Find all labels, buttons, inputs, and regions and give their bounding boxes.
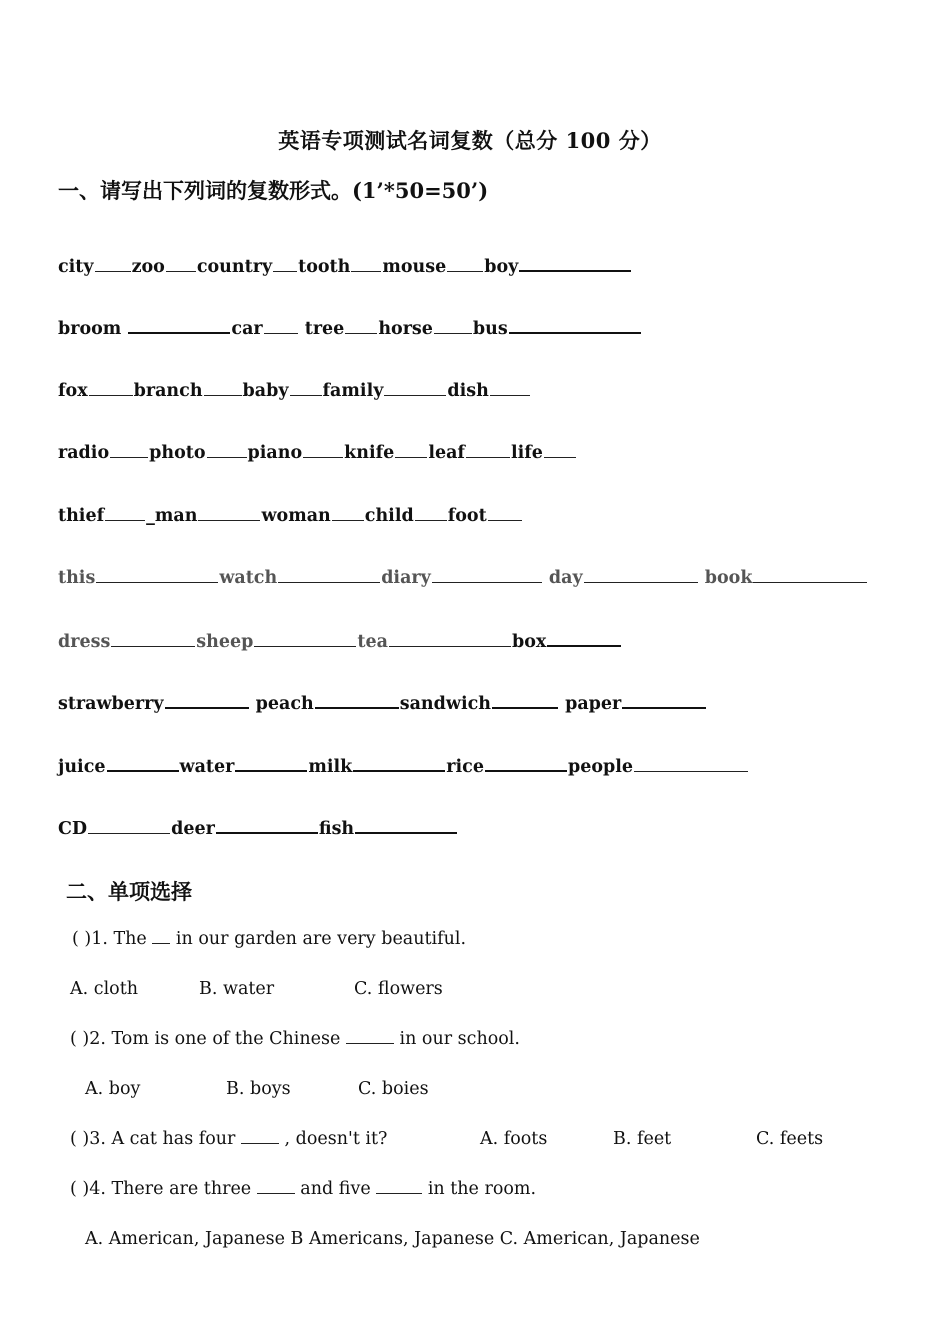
word-item: day <box>548 568 583 588</box>
answer-paren[interactable]: ( ) <box>70 1129 90 1149</box>
option-c[interactable]: C. flowers <box>354 979 443 999</box>
word-row-6 <box>58 565 868 589</box>
word-item: boy <box>484 257 519 277</box>
answer-paren[interactable]: ( ) <box>70 1029 90 1049</box>
word-row-10 <box>58 815 458 839</box>
word-item: fish <box>318 819 355 839</box>
word-item: paper <box>565 694 622 714</box>
answer-blank[interactable] <box>204 378 242 396</box>
question-blank <box>257 1177 295 1194</box>
word-item: piano <box>247 443 303 463</box>
answer-blank[interactable] <box>165 690 249 709</box>
word-row-1 <box>58 253 632 277</box>
word-item: child <box>364 506 414 526</box>
word-item: peach <box>255 694 314 714</box>
answer-blank[interactable] <box>273 254 297 272</box>
word-item: foot <box>447 506 487 526</box>
word-item: watch <box>219 568 278 588</box>
answer-blank[interactable] <box>395 440 427 458</box>
question-text: , doesn't it? <box>278 1129 388 1149</box>
question-text: 3. A cat has four <box>89 1129 241 1149</box>
word-row-5 <box>58 503 523 527</box>
option-a[interactable]: A. boy <box>85 1079 141 1099</box>
word-item: tooth <box>298 257 351 277</box>
question-text: in our garden are very beautiful. <box>170 929 467 949</box>
option-c[interactable]: C. feets <box>756 1129 824 1149</box>
answer-blank[interactable] <box>753 565 867 583</box>
question-blank <box>376 1177 422 1194</box>
word-item: strawberry <box>58 694 164 714</box>
answer-blank[interactable] <box>290 378 322 396</box>
question-blank <box>152 927 170 944</box>
section-2-heading: 二、单项选择 <box>66 879 192 904</box>
word-item: _man <box>146 506 198 526</box>
word-item: book <box>704 568 753 588</box>
option-b[interactable]: B. feet <box>613 1129 672 1149</box>
question-text: 1. The <box>91 929 153 949</box>
word-item: bus <box>472 319 508 339</box>
answer-blank[interactable] <box>111 629 195 647</box>
answer-blank[interactable] <box>389 629 511 647</box>
word-item: country <box>196 257 273 277</box>
answer-blank[interactable] <box>519 253 631 272</box>
word-item: photo <box>149 443 206 463</box>
word-item: box <box>511 632 547 652</box>
answer-blank[interactable] <box>88 816 170 834</box>
word-item: mouse <box>382 257 447 277</box>
answer-blank[interactable] <box>128 315 230 334</box>
answer-blank[interactable] <box>235 753 307 772</box>
word-item: life <box>510 443 543 463</box>
answer-blank[interactable] <box>634 754 748 772</box>
answer-blank[interactable] <box>254 629 356 647</box>
word-item: water <box>179 757 235 777</box>
answer-blank[interactable] <box>198 503 260 521</box>
answer-blank[interactable] <box>105 503 145 521</box>
option-b[interactable]: B. water <box>199 979 275 999</box>
word-item: city <box>58 257 94 277</box>
answer-blank[interactable] <box>207 440 247 458</box>
question-1 <box>72 927 466 951</box>
question-text: 2. Tom is one of the Chinese <box>89 1029 346 1049</box>
word-item: woman <box>261 506 331 526</box>
answer-blank[interactable] <box>264 316 298 334</box>
answer-blank[interactable] <box>89 378 133 396</box>
answer-blank[interactable] <box>353 753 445 772</box>
word-item: juice <box>58 757 106 777</box>
word-item: horse <box>378 319 433 339</box>
word-item: fox <box>58 381 88 401</box>
answer-blank[interactable] <box>345 316 377 334</box>
answer-blank[interactable] <box>96 565 218 583</box>
answer-blank[interactable] <box>488 503 522 521</box>
word-item: car <box>231 319 263 339</box>
word-item: baby <box>242 381 289 401</box>
answer-blank[interactable] <box>95 254 131 272</box>
answer-blank[interactable] <box>490 378 530 396</box>
question-text: in the room. <box>422 1179 537 1199</box>
word-row-2 <box>58 315 642 339</box>
option-c[interactable]: C. boies <box>358 1079 429 1099</box>
question-text: in our school. <box>393 1029 520 1049</box>
word-item: dress <box>58 632 111 652</box>
question-text: 4. There are three <box>89 1179 257 1199</box>
word-item: zoo <box>131 257 165 277</box>
section-1-heading: 一、请写出下列词的复数形式。(1’*50=50’) <box>58 178 489 203</box>
answer-blank[interactable] <box>107 753 179 772</box>
answer-blank[interactable] <box>384 378 446 396</box>
answer-blank[interactable] <box>303 440 343 458</box>
answer-blank[interactable] <box>547 628 621 647</box>
question-3 <box>70 1127 387 1151</box>
answer-blank[interactable] <box>492 690 558 709</box>
answer-blank[interactable] <box>622 690 706 709</box>
word-item: deer <box>171 819 215 839</box>
word-item: branch <box>133 381 203 401</box>
option-a[interactable]: A. cloth <box>70 979 139 999</box>
question-text: and five <box>294 1179 377 1199</box>
answer-blank[interactable] <box>584 565 698 583</box>
answer-blank[interactable] <box>466 440 510 458</box>
word-item: tea <box>357 632 388 652</box>
question-4 <box>70 1177 536 1201</box>
answer-blank[interactable] <box>447 254 483 272</box>
word-item: sandwich <box>399 694 491 714</box>
answer-blank[interactable] <box>166 254 196 272</box>
options-line[interactable]: A. American, Japanese B Americans, Japanese C. American, Japanese <box>85 1229 700 1249</box>
answer-blank[interactable] <box>415 503 447 521</box>
word-item: rice <box>446 757 484 777</box>
answer-blank[interactable] <box>509 315 641 334</box>
word-item: tree <box>304 319 345 339</box>
word-item: CD <box>58 819 88 839</box>
answer-paren[interactable]: ( ) <box>70 1179 90 1199</box>
word-item: knife <box>344 443 395 463</box>
answer-blank[interactable] <box>110 440 148 458</box>
word-item: thief <box>58 506 105 526</box>
answer-blank[interactable] <box>278 565 380 583</box>
word-row-7 <box>58 628 622 652</box>
answer-blank[interactable] <box>355 815 457 834</box>
answer-blank[interactable] <box>432 565 542 583</box>
word-item: diary <box>381 568 431 588</box>
question-2 <box>70 1027 520 1051</box>
word-row-8 <box>58 690 707 714</box>
question-blank <box>241 1127 279 1144</box>
word-item: milk <box>308 757 353 777</box>
word-item: radio <box>58 443 110 463</box>
word-item: this <box>58 568 96 588</box>
word-item: family <box>322 381 384 401</box>
word-row-4 <box>58 440 577 464</box>
word-item: people <box>567 757 634 777</box>
option-b[interactable]: B. boys <box>226 1079 291 1099</box>
answer-blank[interactable] <box>544 440 576 458</box>
word-item: broom <box>58 319 122 339</box>
option-a[interactable]: A. foots <box>480 1129 548 1149</box>
answer-blank[interactable] <box>216 815 318 834</box>
answer-blank[interactable] <box>434 316 472 334</box>
answer-blank[interactable] <box>332 503 364 521</box>
word-item: leaf <box>428 443 465 463</box>
question-blank <box>346 1027 394 1044</box>
answer-blank[interactable] <box>485 753 567 772</box>
answer-blank[interactable] <box>351 254 381 272</box>
page-title: 英语专项测试名词复数（总分 100 分） <box>278 128 662 153</box>
answer-paren[interactable]: ( ) <box>72 929 92 949</box>
word-row-9 <box>58 753 749 777</box>
answer-blank[interactable] <box>315 690 399 709</box>
word-row-3 <box>58 378 531 402</box>
word-item: sheep <box>196 632 254 652</box>
word-item: dish <box>447 381 489 401</box>
